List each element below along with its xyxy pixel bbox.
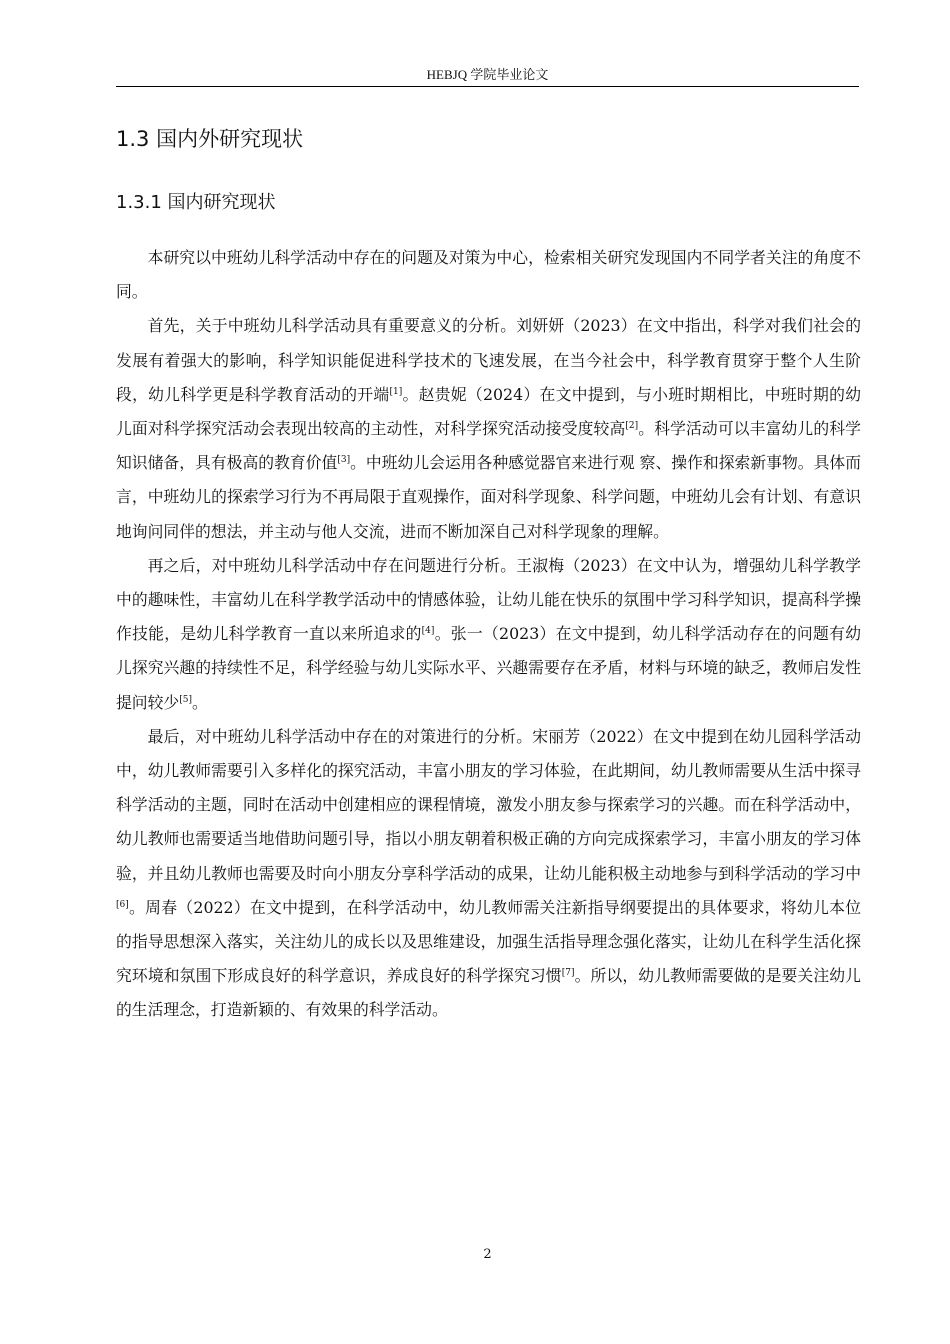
paragraph-text: 。科学活动可以丰富幼儿的科学知识储备，具有极高的教育价值 [116,419,861,473]
paragraph-text: 。中班幼儿会运用各种感觉器官来进行观 察、操作和探索新事物。具体而言，中班幼儿的探索学习行为不再局限于直观操作，面对科学现象、科学问题，中班幼儿会有计划、有意识地询问同伴的想法，并主动与他人交流，进而不断加深自己对科学现象的理解。 [116,453,861,541]
citation-marker[interactable]: [7] [561,968,575,979]
paragraph-text: 。周春（2022）在文中提到，在科学活动中，幼儿教师需关注新指导纲要提出的具体要求，将幼儿本位的指导思想深入落实，关注幼儿的成长以及思维建设，加强生活指导理念强化落实，让幼儿在科学生活化探究环境和氛围下形成良好的科学意识，养成良好的科学探究习惯 [116,897,861,986]
body-text [116,241,861,1028]
paragraph-strategies [116,720,861,1028]
citation-marker[interactable]: [5] [179,694,192,705]
paragraph-text: 。张一（2023）在文中提到，幼儿科学活动存在的问题有幼儿探究兴趣的持续性不足，科学经验与幼儿实际水平、兴趣需要存在矛盾，材料与环境的缺乏，教师启发性提问较少 [116,624,861,712]
paragraph-text: 。 [191,692,208,712]
citation-marker[interactable]: [3] [337,455,351,466]
citation-marker[interactable]: [4] [421,626,435,637]
paragraph-problems [116,549,861,720]
subsection-heading: 1.3.1 国内研究现状 [116,192,276,213]
section-heading: 1.3 国内外研究现状 [116,127,304,151]
running-header: HEBJQ 学院毕业论文 [426,67,549,82]
header-divider [116,86,859,87]
paragraph-text: 首先，关于中班幼儿科学活动具有重要意义的分析。刘妍妍（2023）在文中指出，科学对我们社会的发展有着强大的影响，科学知识能促进科学技术的飞速发展，在当今社会中，科学教育贯穿于整个人生阶段，幼儿科学更是科学教育活动的开端 [116,316,861,404]
citation-marker[interactable]: [1] [389,386,403,397]
citation-marker[interactable]: [6] [116,899,129,910]
paragraph-text: 本研究以中班幼儿科学活动中存在的问题及对策为中心，检索相关研究发现国内不同学者关注的角度不同。 [116,248,861,302]
paragraph-text: 。所以，幼儿教师需要做的是要关注幼儿的生活理念，打造新颖的、有效果的科学活动。 [116,966,861,1020]
page-number: 2 [483,1247,492,1262]
citation-marker[interactable]: [2] [625,421,639,432]
paragraph-intro [116,241,861,309]
paragraph-text: 。赵贵妮（2024）在文中提到，与小班时期相比，中班时期的幼儿面对科学探究活动会表现出较高的主动性，对科学探究活动接受度较高 [116,384,861,439]
paragraph-significance [116,309,861,548]
paragraph-text: 最后，对中班幼儿科学活动中存在的对策进行的分析。宋丽芳（2022）在文中提到在幼儿园科学活动中，幼儿教师需要引入多样化的探究活动，丰富小朋友的学习体验，在此期间，幼儿教师需要从生活中探寻科学活动的主题，同时在活动中创建相应的课程情境，激发小朋友参与探索学习的兴趣。而在科学活动中，幼儿教师也需要适当地借助问题引导，指以小朋友朝着积极正确的方向完成探索学习，丰富小朋友的学习体验，并且幼儿教师也需要及时向小朋友分享科学活动的成果，让幼儿能积极主动地参与到科学活动的学习中 [116,726,861,883]
paragraph-text: 再之后，对中班幼儿科学活动中存在问题进行分析。王淑梅（2023）在文中认为，增强幼儿科学教学中的趣味性，丰富幼儿在科学教学活动中的情感体验，让幼儿能在快乐的氛围中学习科学知识，提高科学操作技能，是幼儿科学教育一直以来所追求的 [116,555,861,644]
